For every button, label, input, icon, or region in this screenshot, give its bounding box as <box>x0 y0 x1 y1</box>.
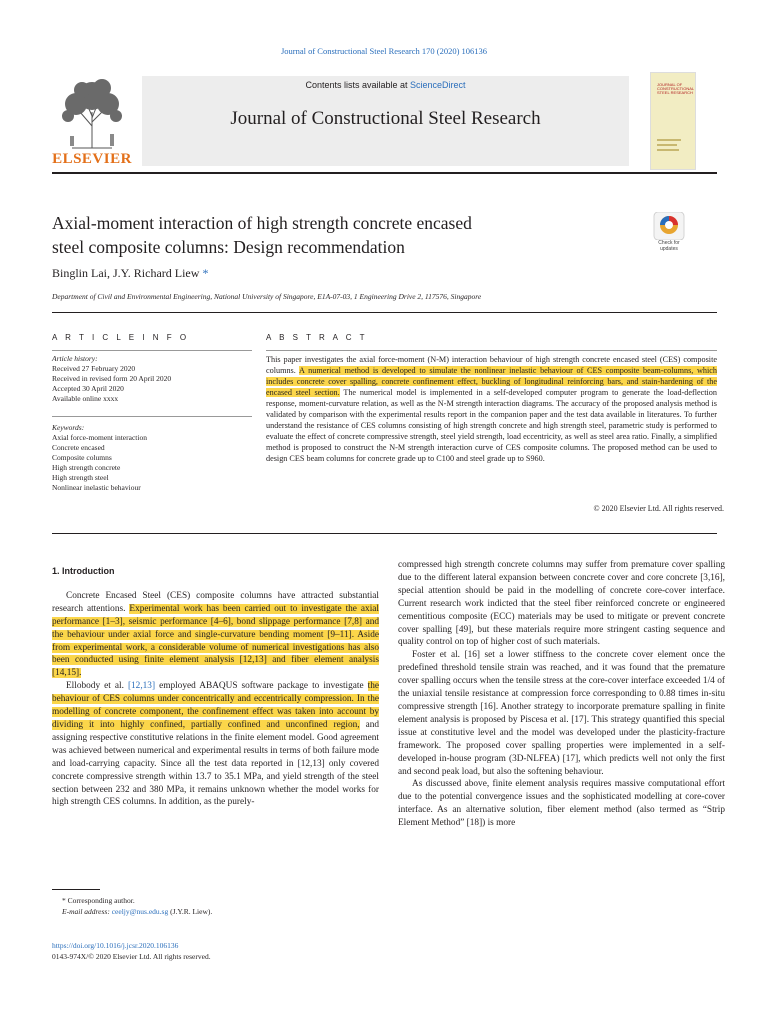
text-highlight[interactable]: the behaviour of CES columns under concentrically and eccentrically compression. In the modelling of concrete component, the confinement effect was taken into account by dividing it into highly confined, partially confined and unconfined region, <box>52 681 379 730</box>
journal-title[interactable]: Journal of Constructional Steel Research <box>230 108 541 129</box>
paragraph: Foster et al. [16] set a lower stiffness to the concrete cover element once the predefined threshold tensile strain was reached, and it was found that the premature cover spalling occurs when the tensile stress at the core-cover interface exceeded 1/4 of the uniaxial tensile resistance at compression force corresponding to 0.88 times in-situ compressive strength [16]. Another strategy to incorporate premature spalling in finite element analysis is proposed by Piscesa et al. [17]. This strategy quantified this special issue at constitutive level and the model was developed under the plasticity-fracture framework. The proposed cover spalling properties were implemented in a self-developed in-house program (3D-NLFEA) [17], which predicts well not only the first and second peak load, but also the softening behaviour. <box>398 650 725 777</box>
abstract-copyright: © 2020 Elsevier Ltd. All rights reserved. <box>593 504 724 513</box>
article-info-rule <box>52 350 252 351</box>
history-label: Article history: <box>52 354 98 363</box>
cover-decoration-icon <box>651 103 695 163</box>
sciencedirect-link[interactable]: ScienceDirect <box>410 80 466 90</box>
contents-prefix: Contents lists available at <box>305 80 411 90</box>
keywords <box>52 423 252 493</box>
header-rule <box>52 312 717 313</box>
authors <box>52 266 208 281</box>
paragraph <box>52 680 379 809</box>
abstract-segment: The numerical model is implemented in a self-developed computer program to generate the load-deflection response, moment-curvature relation, as well as the N-M strength interaction diagrams. The accuracy of the proposed analysis method is validated by comparison with the experimental results report in the companion paper and the test data available in literatures. To further understand the resistance of CES columns consisting of high strength concrete and high strength steel, parametric study is performed to evaluate the effect of concrete compressive strength, steel yield strength, load eccentricity, as well as steel area ratio. Finally, a simplified method is proposed to construct the N-M strength interaction curve of CES composite columns. The proposed method can be used to design CES beam columns for concrete grade up to C100 and steel grade up to S960. <box>266 388 717 463</box>
history-item: Received in revised form 20 April 2020 <box>52 374 172 383</box>
footnote-rule <box>52 889 100 890</box>
footnote <box>62 895 212 917</box>
article-title-line: steel composite columns: Design recommendation <box>52 237 405 257</box>
keyword-item: High strength concrete <box>52 463 121 472</box>
footnote-label: Corresponding author. <box>67 896 135 905</box>
abstract-highlight[interactable]: A numerical method is developed to simulate the nonlinear inelastic behaviour of CES composite beam-columns, which includes concrete cover spalling, concrete confinement effect, buckling of longitudinal reinforcing bars, and stain-hardening of the encased steel section. <box>266 366 717 397</box>
publisher-name: ELSEVIER <box>52 151 132 167</box>
footnote-mark: * <box>62 896 66 905</box>
text-segment: Concrete Encased Steel (CES) composite columns have attracted substantial research attentions. <box>52 590 379 614</box>
cover-title-line: JOURNAL OF <box>657 82 683 87</box>
email-suffix: (J.Y.R. Liew). <box>168 907 213 916</box>
article-info-heading: A R T I C L E I N F O <box>52 333 190 342</box>
article-history <box>52 354 252 404</box>
article-title <box>52 211 592 259</box>
text-segment: and assigning respective constitutive relations in the finite element model. Good agreement was achieved between numerical and experimental results in terms of both failure mode and load-carrying capacity. Since all the test data reported in [12,13] only covered concrete compressive strength within 13.7 to 35.1 MPa, and yield strength of the steel section between 232 and 380 MPa, it remains unknown whether the model works for high strength CES columns. In addition, as the purely- <box>52 719 379 808</box>
keyword-item: Composite columns <box>52 453 112 462</box>
article-info-rule <box>52 416 252 417</box>
keyword-item: High strength steel <box>52 473 109 482</box>
keyword-item: Nonlinear inelastic behaviour <box>52 483 141 492</box>
affiliation: Department of Civil and Environmental Engineering, National University of Singapore, E1A-07-03, 1 Engineering Drive 2, 117576, Singapore <box>52 292 482 301</box>
author-names: Binglin Lai, J.Y. Richard Liew <box>52 266 200 280</box>
keywords-label: Keywords: <box>52 423 85 432</box>
paragraph: compressed high strength concrete columns may suffer from premature cover spalling due to the different lateral expansion between concrete cover and core concrete [3,16], special attention should be paid in the modelling of concrete core-cover interface. Current research work indicted that the steel fiber reinforced concrete or engineered cementitious composite (ECC) materials may be used to mitigate or prevent concrete cover spalling [49], but these materials require more stringent casting sequence and quality control on top of higher cost of such materials. <box>398 560 725 648</box>
elsevier-logo[interactable] <box>52 76 132 168</box>
keyword-item: Axial force-moment interaction <box>52 433 147 442</box>
body-left-column <box>52 565 379 809</box>
check-updates-icon <box>650 212 688 240</box>
journal-citation[interactable]: Journal of Constructional Steel Research 170 (2020) 106136 <box>280 46 488 56</box>
corresponding-author-mark[interactable]: * <box>202 266 209 280</box>
masthead <box>52 72 717 170</box>
paragraph <box>52 590 379 680</box>
email-label: E-mail address: <box>62 907 112 916</box>
check-updates-label: Check for updates <box>658 240 680 252</box>
abstract-segment: This paper investigates the axial force-moment (N-M) interaction behaviour of high strength concrete encased steel (CES) composite columns. <box>266 355 717 375</box>
abstract-rule <box>266 350 717 351</box>
doi-link[interactable]: https://doi.org/10.1016/j.jcsr.2020.106136 <box>52 941 179 950</box>
masthead-rule <box>52 172 717 174</box>
issn-line: 0143-974X/© 2020 Elsevier Ltd. All rights reserved. <box>52 952 211 961</box>
body-right-column <box>398 559 725 830</box>
check-for-updates-button[interactable] <box>650 212 688 252</box>
abstract-heading: A B S T R A C T <box>266 333 368 342</box>
abstract-text <box>266 354 717 464</box>
article-title-line: Axial-moment interaction of high strength concrete encased <box>52 213 472 233</box>
email-link[interactable]: ceeljy@nus.edu.sg <box>111 907 169 916</box>
journal-banner <box>142 76 629 166</box>
abstract-bottom-rule <box>52 533 717 534</box>
cover-title-line: CONSTRUCTIONAL <box>657 86 695 91</box>
text-segment: employed ABAQUS software package to investigate <box>155 681 368 692</box>
history-item: Available online xxxx <box>52 394 119 403</box>
paragraph: As discussed above, finite element analysis requires massive computational effort due to the potential convergence issues and the sophisticated modelling at core-cover interface. As an alternative solution, fiber element method (also termed as “Strip Element Method” [18]) is more <box>398 779 725 829</box>
cover-title-line: STEEL RESEARCH <box>657 90 693 95</box>
history-item: Accepted 30 April 2020 <box>52 384 124 393</box>
doi-block <box>52 940 211 962</box>
reference-link[interactable]: [12,13] <box>127 681 156 692</box>
contents-line <box>142 80 629 90</box>
text-highlight[interactable]: Experimental work has been carried out to investigate the axial performance [1–3], seismic performance [4–6], bond slippage performance [7,8] and the behaviour under axial force and single-curvature bending moment [9–11]. Aside from experimental work, a considerable volume of numerical investigations has also been conducted using finite element analysis [12,13] and fiber element analysis [14,15]. <box>52 603 379 679</box>
history-item: Received 27 February 2020 <box>52 364 136 373</box>
keyword-item: Concrete encased <box>52 443 105 452</box>
text-segment: Ellobody et al. <box>66 681 128 692</box>
journal-cover-image[interactable] <box>650 72 696 170</box>
section-heading: 1. Introduction <box>52 566 115 576</box>
tree-icon <box>52 76 132 150</box>
